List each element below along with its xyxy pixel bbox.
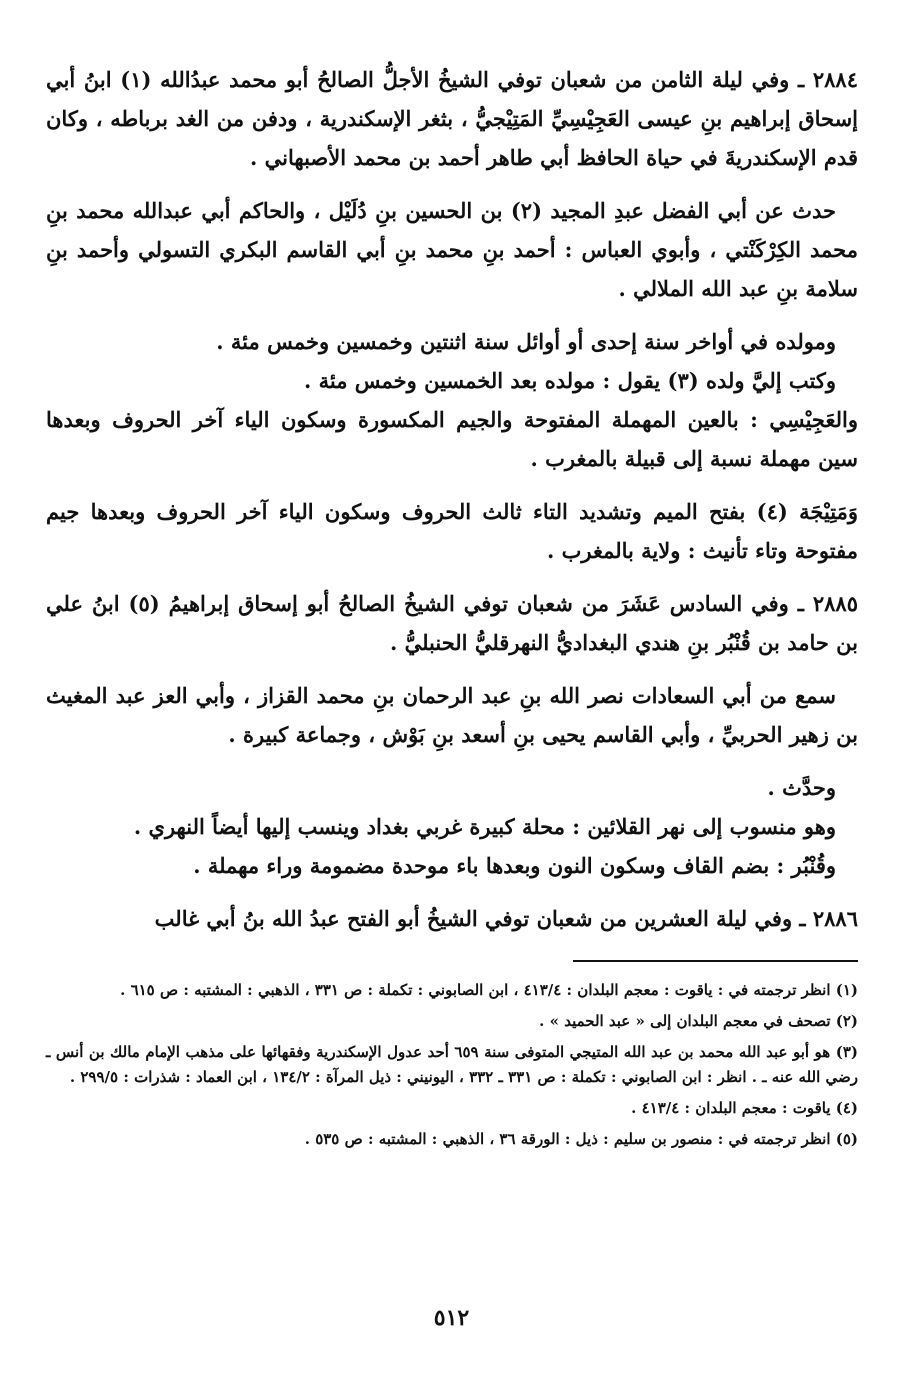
entry-2885: ٢٨٨٥ ـ وفي السادس عَشَرَ من شعبان توفي الشيخُ الصالحُ أبو إسحاق إبراهيمُ (٥) ابنُ علي بن حامد بن قُنْبُر بنِ هندي البغداديُّ النهرقليُّ الحنبليُّ . bbox=[46, 591, 858, 655]
paragraph-narrated: وحدَّث . bbox=[767, 775, 836, 800]
paragraph-son-letter: وكتب إليَّ ولده (٣) يقول : مولده بعد الخمسين وخمس مئة . bbox=[303, 368, 836, 393]
footnotes bbox=[46, 978, 858, 1152]
paragraph-matija: وَمَتِيْجَة (٤) بفتح الميم وتشديد التاء ثالث الحروف وسكون الياء آخر الحروف وبعدها جيم مفتوحة وتاء تأنيث : ولاية بالمغرب . bbox=[46, 499, 859, 563]
footnote-1: (١) انظر ترجمته في : ياقوت : معجم البلدان : ٤١٣/٤ ، ابن الصابوني : تكملة : ص ٣٣١ ، الذهبي : المشتبه : ص ٦١٥ . bbox=[120, 981, 858, 999]
main-text bbox=[46, 60, 858, 938]
paragraph-narrators: حدث عن أبي الفضل عبدِ المجيد (٢) بن الحسين بنِ دُلَيْل ، والحاكم أبي عبدالله محمد بنِ محمد الكِرْكَنْتي ، وأبوي العباس : أحمد بنِ محمد بنِ أبي القاسم البكري التسولي وأحمد بنِ سلامة بنِ عبد الله الملالي . bbox=[46, 198, 858, 301]
footnote-divider bbox=[573, 960, 858, 962]
page-body bbox=[46, 60, 858, 1158]
footnote-4: (٤) ياقوت : معجم البلدان : ٤١٣/٤ . bbox=[631, 1099, 858, 1117]
footnote-3: (٣) هو أبو عبد الله محمد بن عبد الله المتيجي المتوفى سنة ٦٥٩ أحد عدول الإسكندرية وفقهائها على مذهب الإمام مالك بن أنس ـ رضي الله عنه ـ . انظر : ابن الصابوني : تكملة : ص ٣٣١ ـ ٣٣٢ ، اليونيني : ذيل المرآة : ١٣٤/٢ ، ابن العماد : شذرات : ٢٩٩/٥ . bbox=[46, 1043, 858, 1086]
paragraph-birth: ومولده في أواخر سنة إحدى أو أوائل سنة اثنتين وخمسين وخمس مئة . bbox=[216, 329, 836, 354]
paragraph-ajisi: والعَجِيْسِي : بالعين المهملة المفتوحة والجيم المكسورة وسكون الياء آخر الحروف وبعدها سين مهملة نسبة إلى قبيلة بالمغرب . bbox=[46, 407, 858, 471]
page-number: ٥١٢ bbox=[433, 1305, 470, 1331]
entry-2886: ٢٨٨٦ ـ وفي ليلة العشرين من شعبان توفي الشيخُ أبو الفتح عبدُ الله بنُ أبي غالب bbox=[154, 906, 858, 931]
paragraph-qunbur: وقُنْبُر : بضم القاف وسكون النون وبعدها باء موحدة مضمومة وراء مهملة . bbox=[193, 853, 836, 878]
entry-2884: ٢٨٨٤ ـ وفي ليلة الثامن من شعبان توفي الشيخُ الأجلُّ الصالحُ أبو محمد عبدُالله (١) ابنُ أبي إسحاق إبراهيم بنِ عيسى العَجِيْسِيِّ المَتِيْجيُّ ، بثغر الإسكندرية ، ودفن من الغد برباطه ، وكان قدم الإسكندريةَ في حياة الحافظ أبي طاهر أحمد بن محمد الأصبهاني . bbox=[46, 67, 858, 170]
paragraph-heard-from: سمع من أبي السعادات نصر الله بنِ عبد الرحمان بنِ محمد القزاز ، وأبي العز عبد المغيث بن زهير الحربيِّ ، وأبي القاسم يحيى بنِ أسعد بنِ بَوْش ، وجماعة كبيرة . bbox=[46, 683, 858, 747]
footnote-2: (٢) تصحف في معجم البلدان إلى « عبد الحميد » . bbox=[539, 1012, 858, 1030]
paragraph-nahr: وهو منسوب إلى نهر القلائين : محلة كبيرة غربي بغداد وينسب إليها أيضاً النهري . bbox=[133, 814, 836, 839]
footnote-5: (٥) انظر ترجمته في : منصور بن سليم : ذيل : الورقة ٣٦ ، الذهبي : المشتبه : ص ٥٣٥ . bbox=[304, 1130, 858, 1148]
